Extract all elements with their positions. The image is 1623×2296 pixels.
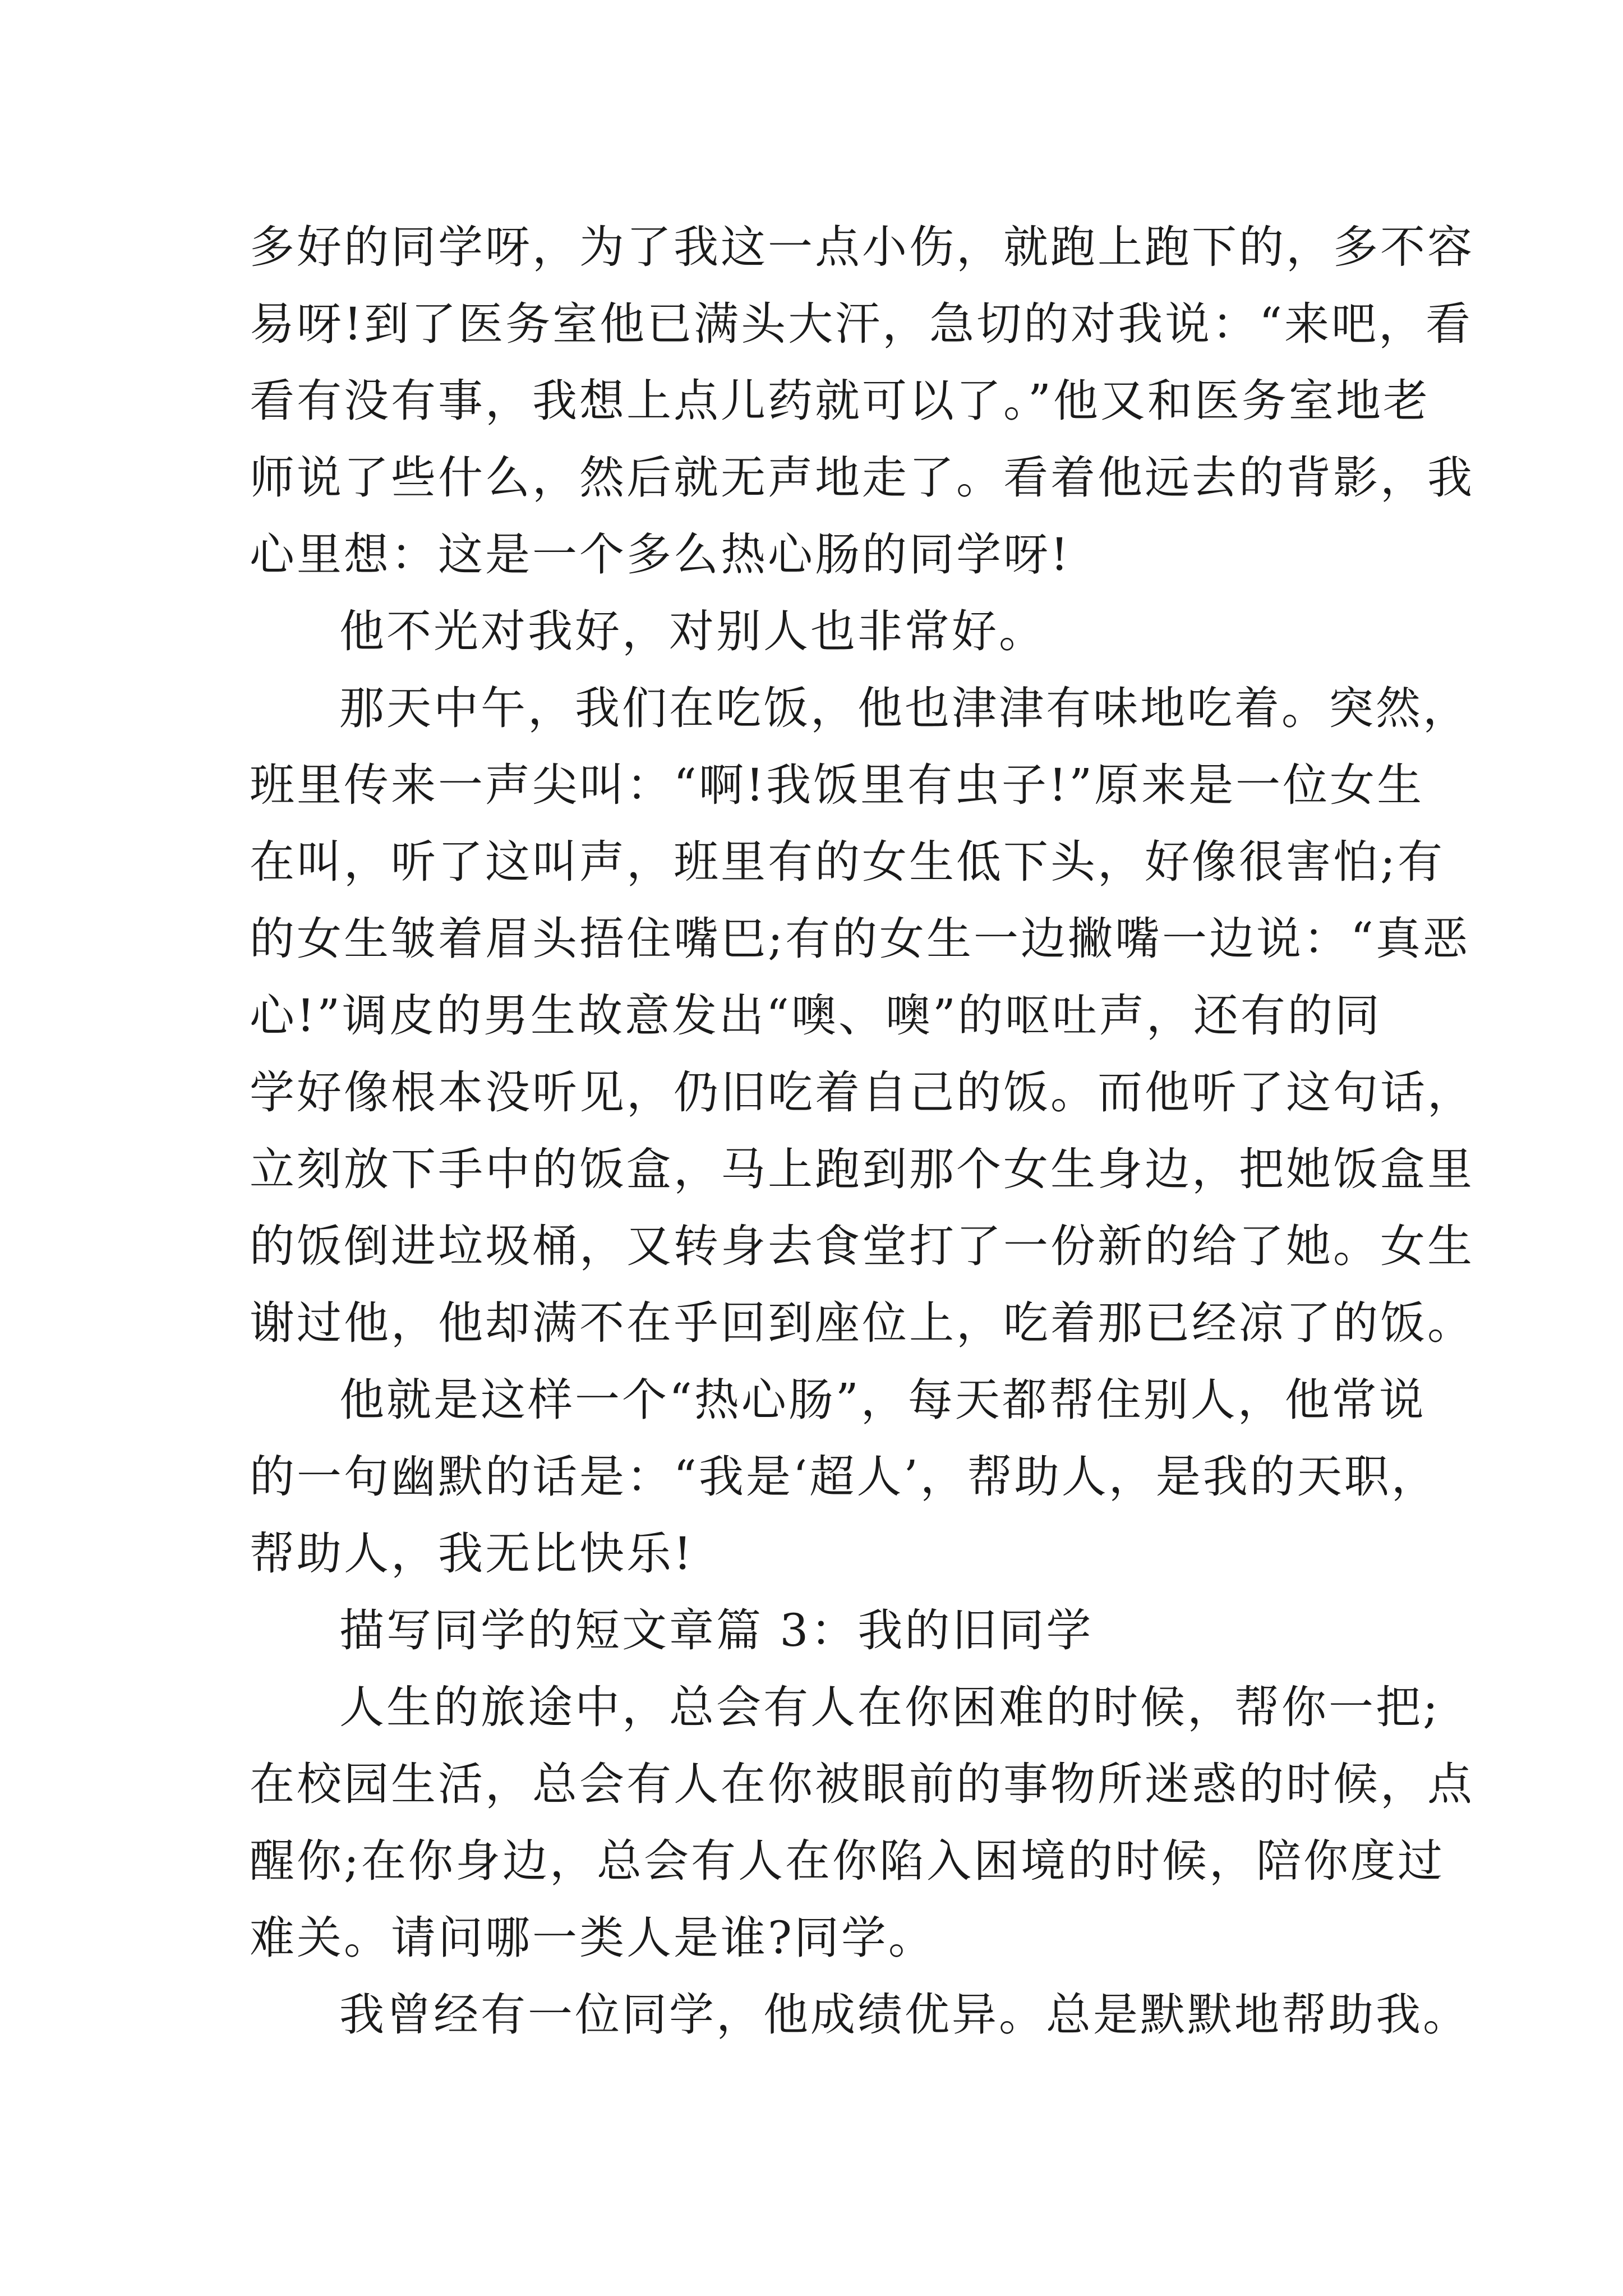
text-line: 立刻放下手中的饭盒，马上跑到那个女生身边，把她饭盒里 [250,1143,1474,1195]
text-line: 人生的旅途中，总会有人在你困难的时候，帮你一把; [339,1681,1440,1733]
text-line: 心里想：这是一个多么热心肠的同学呀! [250,528,1071,581]
text-line: 他就是这样一个“热心肠”，每天都帮住别人，他常说 [339,1374,1426,1426]
text-line: 多好的同学呀，为了我这一点小伤，就跑上跑下的，多不容 [250,221,1474,273]
text-line: 在校园生活，总会有人在你被眼前的事物所迷惑的时候，点 [250,1758,1474,1810]
text-line: 心!”调皮的男生故意发出“噢、噢”的呕吐声，还有的同 [250,990,1382,1042]
text-line: 难关。请问哪一类人是谁?同学。 [250,1912,935,1964]
text-line: 谢过他，他却满不在乎回到座位上，吃着那已经凉了的饭。 [250,1297,1474,1349]
text-line: 在叫，听了这叫声，班里有的女生低下头，好像很害怕;有 [250,836,1445,888]
text-line: 的一句幽默的话是：“我是‘超人’，帮助人，是我的天职， [250,1451,1438,1503]
text-line: 学好像根本没听见，仍旧吃着自己的饭。而他听了这句话， [250,1066,1474,1119]
text-line: 帮助人，我无比快乐! [250,1527,694,1580]
text-line: 醒你;在你身边，总会有人在你陷入困境的时候，陪你度过 [250,1835,1445,1887]
text-line: 我曾经有一位同学，他成绩优异。总是默默地帮助我。 [339,1989,1470,2041]
text-line: 班里传来一声尖叫：“啊!我饭里有虫子!”原来是一位女生 [250,759,1424,811]
text-line: 看有没有事，我想上点儿药就可以了。”他又和医务室地老 [250,375,1430,427]
text-line: 易呀!到了医务室他已满头大汗，急切的对我说：“来吧，看 [250,298,1473,350]
text-line: 那天中午，我们在吃饭，他也津津有味地吃着。突然， [339,682,1470,734]
text-line: 的饭倒进垃圾桶，又转身去食堂打了一份新的给了她。女生 [250,1220,1474,1272]
text-line: 的女生皱着眉头捂住嘴巴;有的女生一边撇嘴一边说：“真恶 [250,913,1470,965]
document-body [250,209,1474,2053]
text-line: 他不光对我好，对别人也非常好。 [339,605,1046,657]
section-heading: 描写同学的短文章篇 3：我的旧同学 [339,1604,1094,1657]
text-line: 师说了些什么，然后就无声地走了。看着他远去的背影，我 [250,452,1474,504]
